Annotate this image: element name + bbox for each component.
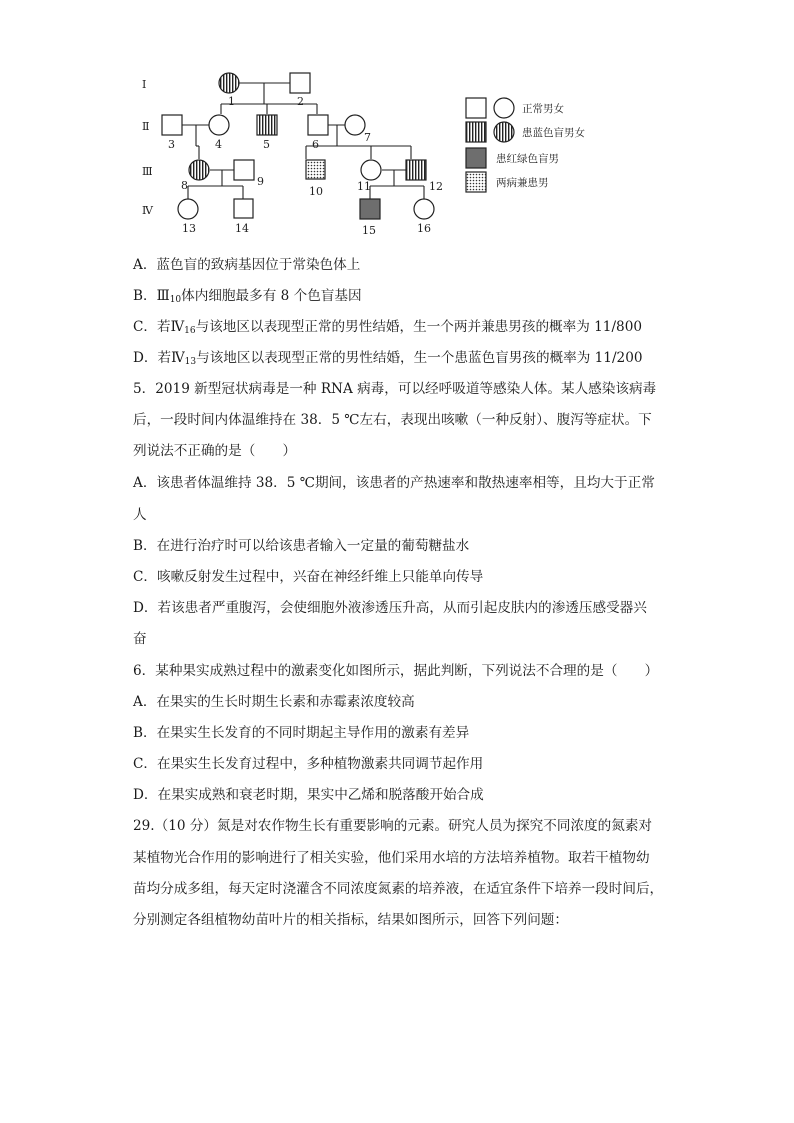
individual-label: 9 xyxy=(257,175,264,188)
q5-option-d: D．若该患者严重腹泻，会使细胞外液渗透压升高，从而引起皮肤内的渗透压感受器兴 xyxy=(133,600,647,616)
individual-label: 2 xyxy=(297,95,304,108)
q4-option-c xyxy=(133,318,642,340)
q5-stem-line: 5．2019 新型冠状病毒是一种 RNA 病毒，可以经呼吸道等感染人体。某人感染该病毒 xyxy=(133,381,657,397)
q5-stem-line: 列说法不正确的是（ ） xyxy=(133,443,297,459)
q6-option-d: D．在果实成熟和衰老时期，果实中乙烯和脱落酸开始合成 xyxy=(133,787,484,803)
individual-label: 3 xyxy=(168,138,175,151)
q4-option-b-text: B．Ⅲ xyxy=(133,288,170,304)
q4-option-c-subscript: 16 xyxy=(184,326,196,336)
q5-option-a: A．该患者体温维持 38．5 ℃期间，该患者的产热速率和散热速率相等，且均大于正常 xyxy=(133,475,655,491)
q5-option-b: B．在进行治疗时可以给该患者输入一定量的葡萄糖盐水 xyxy=(133,538,470,554)
q6-option-a: A．在果实的生长时期生长素和赤霉素浓度较高 xyxy=(133,694,415,710)
q4-option-d xyxy=(133,349,643,371)
legend-label: 正常男女 xyxy=(522,103,564,115)
legend-label: 两病兼患男 xyxy=(496,177,549,189)
q29-stem-line: 苗均分成多组，每天定时浇灌含不同浓度氮素的培养液，在适宜条件下培养一段时间后， xyxy=(133,881,664,897)
individual-label: 6 xyxy=(312,138,319,151)
generation-label: Ⅲ xyxy=(142,165,153,178)
individual-label: 5 xyxy=(263,138,270,151)
q6-option-b: B．在果实生长发育的不同时期起主导作用的激素有差异 xyxy=(133,725,470,741)
legend-label: 患红绿色盲男 xyxy=(496,153,559,165)
individual-label: 10 xyxy=(309,185,323,198)
legend-label: 患蓝色盲男女 xyxy=(522,127,585,139)
q6-option-c: C．在果实生长发育过程中，多种植物激素共同调节起作用 xyxy=(133,756,484,772)
q6-stem: 6．某种果实成熟过程中的激素变化如图所示，据此判断，下列说法不合理的是（ ） xyxy=(133,663,659,679)
individual-label: 11 xyxy=(357,180,371,193)
q5-option-d-cont: 奋 xyxy=(133,631,147,647)
q5-stem-line: 后，一段时间内体温维持在 38．5 ℃左右，表现出咳嗽（一种反射）、腹泻等症状。下 xyxy=(133,412,652,428)
q4-option-c-text: 与该地区以表现型正常的男性结婚，生一个两并兼患男孩的概率为 11/800 xyxy=(195,319,642,335)
q4-option-b-subscript: 10 xyxy=(169,295,182,305)
individual-label: 1 xyxy=(228,95,235,108)
q29-stem-line: 分别测定各组植物幼苗叶片的相关指标，结果如图所示，回答下列问题： xyxy=(133,912,568,928)
generation-label: Ⅱ xyxy=(142,120,150,133)
pedigree-diagram xyxy=(130,62,620,242)
individual-label: 16 xyxy=(417,222,431,235)
individual-label: 8 xyxy=(181,179,188,192)
q4-option-d-text: D．若Ⅳ xyxy=(133,350,185,366)
individual-label: 7 xyxy=(364,131,371,144)
q5-option-c: C．咳嗽反射发生过程中，兴奋在神经纤维上只能单向传导 xyxy=(133,569,484,585)
q4-option-b xyxy=(133,287,362,309)
q4-option-d-text: 与该地区以表现型正常的男性结婚，生一个患蓝色盲男孩的概率为 11/200 xyxy=(196,350,643,366)
individual-label: 13 xyxy=(182,222,196,235)
q29-stem-line: 某植物光合作用的影响进行了相关实验，他们采用水培的方法培养植物。取若干植物幼 xyxy=(133,850,650,866)
q4-option-c-text: C．若Ⅳ xyxy=(133,319,185,335)
individual-label: 4 xyxy=(215,138,222,151)
individual-label: 12 xyxy=(429,180,443,193)
generation-label: Ⅰ xyxy=(142,78,147,91)
generation-label: Ⅳ xyxy=(142,204,153,217)
individual-label: 15 xyxy=(362,224,376,237)
q4-option-a: A．蓝色盲的致病基因位于常染色体上 xyxy=(133,257,361,273)
individual-label: 14 xyxy=(235,222,249,235)
q4-option-b-text: 体内细胞最多有 8 个色盲基因 xyxy=(181,288,362,304)
q4-option-d-subscript: 13 xyxy=(184,357,197,367)
q5-option-a-cont: 人 xyxy=(133,507,147,523)
q29-stem-line: 29.（10 分）氮是对农作物生长有重要影响的元素。研究人员为探究不同浓度的氮素对 xyxy=(133,818,653,834)
